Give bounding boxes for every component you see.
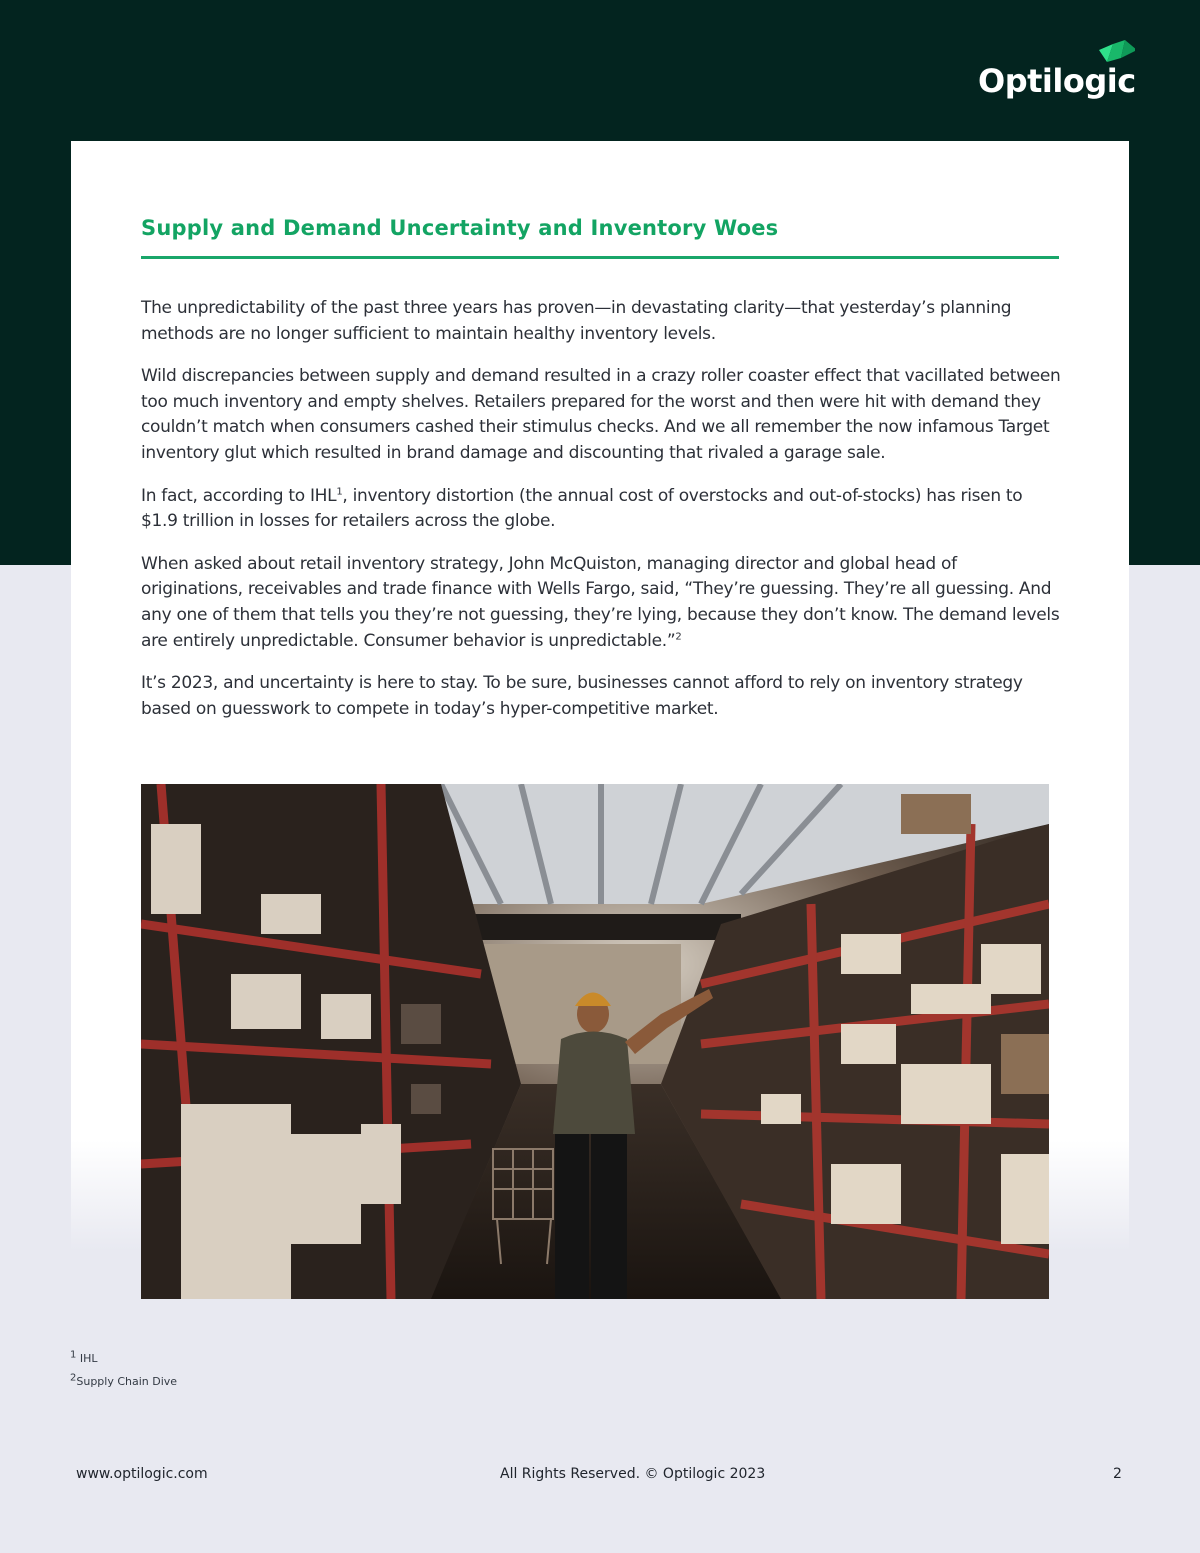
footnote-2 bbox=[70, 1372, 178, 1388]
footnote-2-text: Supply Chain Dive bbox=[76, 1375, 178, 1388]
footer-website-link[interactable]: www.optilogic.com bbox=[76, 1466, 208, 1482]
title-divider bbox=[141, 256, 1059, 259]
logo-wordmark: Optilogic bbox=[978, 62, 1136, 100]
footnotes bbox=[70, 1349, 178, 1398]
footnote-1 bbox=[70, 1349, 177, 1365]
paragraph-2: Wild discrepancies between supply and demand resulted in a crazy roller coaster effect that vacillated between too much inventory and empty shelves. Retailers prepared for the worst and then were hit with demand they couldn’t match when consumers cashed their stimulus checks. And we all remember the now infamous Target inventory glut which resulted in brand damage and discounting that rivaled a garage sale. bbox=[141, 366, 1061, 463]
paragraph-3-text-b: , inventory distortion (the annual cost of overstocks and out-of-stocks) has risen to $1.9 trillion in losses for retailers across the globe. bbox=[141, 485, 1023, 532]
footnote-1-text: IHL bbox=[79, 1352, 98, 1365]
warehouse-illustration bbox=[141, 784, 1049, 1299]
footer-copyright: All Rights Reserved. © Optilogic 2023 bbox=[500, 1466, 766, 1482]
paragraph-1: The unpredictability of the past three years has proven—in devastating clarity—that yesterday’s planning methods are no longer sufficient to maintain healthy inventory levels. bbox=[141, 298, 1012, 344]
paragraph-4-text: When asked about retail inventory strategy, John McQuiston, managing director and global head of originations, receivables and trade finance with Wells Fargo, said, “They’re guessing. They’re all guessing. And any one of them that tells you they’re not guessing, they’re lying, because they don’t know. The demand levels are entirely unpredictable. Consumer behavior is unpredictable.” bbox=[141, 553, 1060, 651]
paragraph-3-text-a: In fact, according to IHL bbox=[141, 485, 337, 506]
footnote-ref-2[interactable]: 2 bbox=[675, 630, 682, 642]
section-title: Supply and Demand Uncertainty and Inventory Woes bbox=[141, 216, 779, 240]
brand-logo[interactable] bbox=[975, 40, 1135, 110]
footnote-2-number: 2 bbox=[70, 1372, 77, 1384]
paragraph-5: It’s 2023, and uncertainty is here to stay. To be sure, businesses cannot afford to rely on inventory strategy based on guesswork to compete in today’s hyper-competitive market. bbox=[141, 673, 1023, 719]
footnote-ref-1[interactable]: 1 bbox=[336, 485, 343, 497]
paragraph-4 bbox=[141, 552, 1061, 654]
page-number: 2 bbox=[1113, 1466, 1122, 1482]
footnote-1-number: 1 bbox=[70, 1349, 77, 1361]
article-body bbox=[141, 296, 1061, 739]
warehouse-photo bbox=[141, 784, 1049, 1299]
paragraph-3 bbox=[141, 484, 1061, 535]
